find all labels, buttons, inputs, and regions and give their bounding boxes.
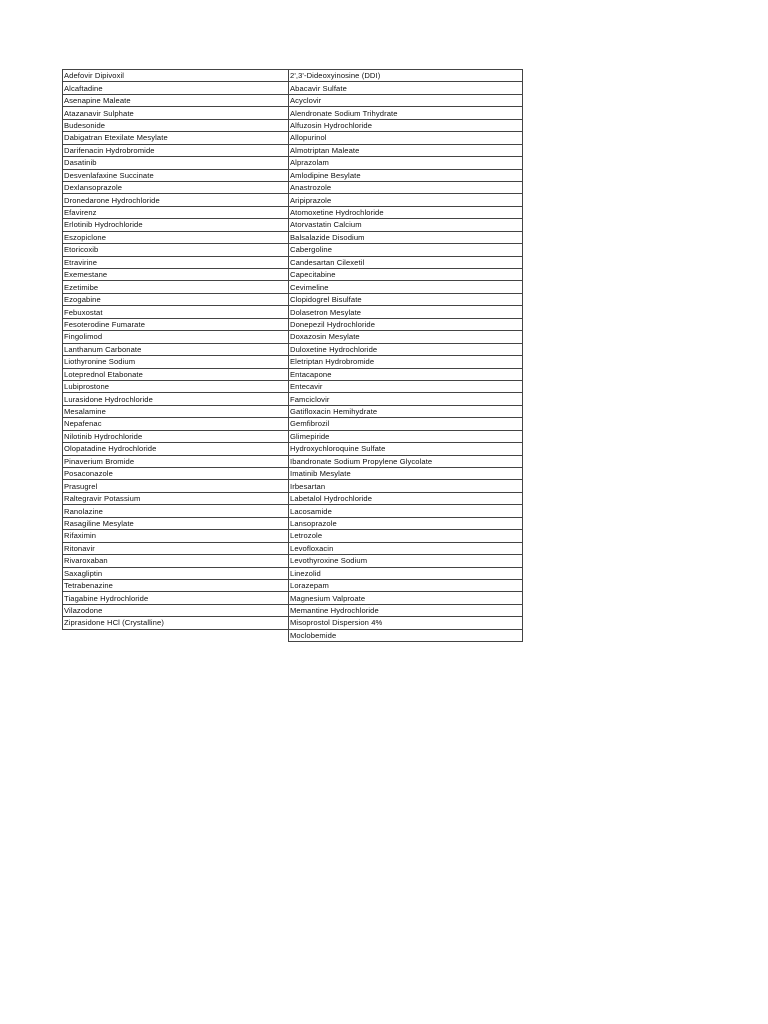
drug-list-table-body: [63, 70, 523, 642]
table-cell-right: Balsalazide Disodium: [289, 231, 523, 243]
table-cell-left: Efavirenz: [63, 206, 289, 218]
table-row: [63, 293, 523, 305]
table-cell-right: Gemfibrozil: [289, 418, 523, 430]
table-cell-left: Rifaximin: [63, 530, 289, 542]
table-cell-right: Almotriptan Maleate: [289, 144, 523, 156]
table-row: [63, 480, 523, 492]
table-cell-right: Acyclovir: [289, 94, 523, 106]
table-cell-right: Cevimeline: [289, 281, 523, 293]
table-row: [63, 468, 523, 480]
table-row: [63, 505, 523, 517]
table-cell-left: Etravirine: [63, 256, 289, 268]
table-cell-right: Allopurinol: [289, 132, 523, 144]
table-row: [63, 194, 523, 206]
table-row: [63, 542, 523, 554]
table-cell-right: Abacavir Sulfate: [289, 82, 523, 94]
table-cell-right: Cabergoline: [289, 244, 523, 256]
table-row: [63, 604, 523, 616]
table-cell-right: Imatinib Mesylate: [289, 468, 523, 480]
table-row: [63, 318, 523, 330]
table-cell-right: Entecavir: [289, 380, 523, 392]
table-row: [63, 579, 523, 591]
table-cell-right: Alfuzosin Hydrochloride: [289, 119, 523, 131]
table-row: [63, 107, 523, 119]
table-cell-left: Dabigatran Etexilate Mesylate: [63, 132, 289, 144]
table-cell-right: Glimepiride: [289, 430, 523, 442]
table-cell-left: Mesalamine: [63, 405, 289, 417]
table-row: [63, 592, 523, 604]
table-row: [63, 94, 523, 106]
table-row: [63, 629, 523, 641]
table-cell-right: Famciclovir: [289, 393, 523, 405]
table-row: [63, 181, 523, 193]
table-row: [63, 567, 523, 579]
table-cell-left: Lurasidone Hydrochloride: [63, 393, 289, 405]
table-cell-left: Ritonavir: [63, 542, 289, 554]
table-row: [63, 144, 523, 156]
table-cell-right: Doxazosin Mesylate: [289, 331, 523, 343]
table-cell-left: Adefovir Dipivoxil: [63, 70, 289, 82]
table-cell-left: Olopatadine Hydrochloride: [63, 443, 289, 455]
table-row: [63, 430, 523, 442]
table-cell-left: Ranolazine: [63, 505, 289, 517]
drug-list-sheet: [62, 69, 522, 642]
table-cell-left: Asenapine Maleate: [63, 94, 289, 106]
table-cell-right: Eletriptan Hydrobromide: [289, 356, 523, 368]
table-cell-left: Fesoterodine Fumarate: [63, 318, 289, 330]
table-cell-left: Dronedarone Hydrochloride: [63, 194, 289, 206]
table-cell-left: Rivaroxaban: [63, 555, 289, 567]
table-row: [63, 405, 523, 417]
table-cell-left: Darifenacin Hydrobromide: [63, 144, 289, 156]
table-cell-right: 2',3'-Dideoxyinosine (DDI): [289, 70, 523, 82]
table-row: [63, 206, 523, 218]
table-row: [63, 231, 523, 243]
table-row: [63, 617, 523, 629]
table-cell-left: Dasatinib: [63, 157, 289, 169]
table-cell-right: Ibandronate Sodium Propylene Glycolate: [289, 455, 523, 467]
table-cell-left: Etoricoxib: [63, 244, 289, 256]
table-row: [63, 331, 523, 343]
table-cell-right: Alendronate Sodium Trihydrate: [289, 107, 523, 119]
table-cell-right: Lacosamide: [289, 505, 523, 517]
table-cell-left: Desvenlafaxine Succinate: [63, 169, 289, 181]
table-row: [63, 368, 523, 380]
table-row: [63, 356, 523, 368]
table-cell-left: Loteprednol Etabonate: [63, 368, 289, 380]
table-cell-right: Anastrozole: [289, 181, 523, 193]
table-row: [63, 169, 523, 181]
table-cell-right: Moclobemide: [289, 629, 523, 641]
table-cell-left: Tiagabine Hydrochloride: [63, 592, 289, 604]
table-cell-right: Dolasetron Mesylate: [289, 306, 523, 318]
table-row: [63, 306, 523, 318]
table-cell-left: Raltegravir Potassium: [63, 492, 289, 504]
table-row: [63, 132, 523, 144]
table-row: [63, 70, 523, 82]
table-cell-left: Posaconazole: [63, 468, 289, 480]
table-cell-left: [63, 629, 289, 641]
table-cell-left: Nilotinib Hydrochloride: [63, 430, 289, 442]
table-cell-right: Misoprostol Dispersion 4%: [289, 617, 523, 629]
table-row: [63, 269, 523, 281]
table-cell-left: Exemestane: [63, 269, 289, 281]
table-cell-right: Aripiprazole: [289, 194, 523, 206]
table-row: [63, 343, 523, 355]
table-cell-left: Liothyronine Sodium: [63, 356, 289, 368]
table-cell-left: Ziprasidone HCl (Crystalline): [63, 617, 289, 629]
table-cell-right: Gatifloxacin Hemihydrate: [289, 405, 523, 417]
table-row: [63, 219, 523, 231]
table-cell-left: Febuxostat: [63, 306, 289, 318]
table-cell-right: Duloxetine Hydrochloride: [289, 343, 523, 355]
table-cell-left: Alcaftadine: [63, 82, 289, 94]
table-cell-right: Hydroxychloroquine Sulfate: [289, 443, 523, 455]
table-cell-left: Rasagiline Mesylate: [63, 517, 289, 529]
table-cell-left: Fingolimod: [63, 331, 289, 343]
table-row: [63, 256, 523, 268]
table-cell-right: Atorvastatin Calcium: [289, 219, 523, 231]
table-row: [63, 82, 523, 94]
table-cell-right: Linezolid: [289, 567, 523, 579]
table-row: [63, 530, 523, 542]
table-cell-left: Atazanavir Sulphate: [63, 107, 289, 119]
drug-list-table: [62, 69, 523, 642]
table-row: [63, 517, 523, 529]
table-cell-right: Alprazolam: [289, 157, 523, 169]
table-row: [63, 443, 523, 455]
table-row: [63, 244, 523, 256]
table-cell-left: Ezetimibe: [63, 281, 289, 293]
table-cell-left: Vilazodone: [63, 604, 289, 616]
table-cell-right: Letrozole: [289, 530, 523, 542]
table-cell-left: Lanthanum Carbonate: [63, 343, 289, 355]
table-cell-right: Lansoprazole: [289, 517, 523, 529]
table-row: [63, 393, 523, 405]
table-cell-right: Irbesartan: [289, 480, 523, 492]
table-cell-right: Magnesium Valproate: [289, 592, 523, 604]
table-row: [63, 157, 523, 169]
table-cell-left: Erlotinib Hydrochloride: [63, 219, 289, 231]
table-row: [63, 555, 523, 567]
table-cell-right: Labetalol Hydrochloride: [289, 492, 523, 504]
table-cell-left: Pinaverium Bromide: [63, 455, 289, 467]
table-cell-right: Levofloxacin: [289, 542, 523, 554]
table-cell-left: Budesonide: [63, 119, 289, 131]
table-cell-left: Saxagliptin: [63, 567, 289, 579]
table-cell-right: Amlodipine Besylate: [289, 169, 523, 181]
table-cell-left: Dexlansoprazole: [63, 181, 289, 193]
table-cell-right: Candesartan Cilexetil: [289, 256, 523, 268]
table-cell-right: Lorazepam: [289, 579, 523, 591]
table-row: [63, 281, 523, 293]
table-cell-left: Nepafenac: [63, 418, 289, 430]
table-cell-right: Entacapone: [289, 368, 523, 380]
table-cell-left: Eszopiclone: [63, 231, 289, 243]
table-cell-right: Memantine Hydrochloride: [289, 604, 523, 616]
table-row: [63, 380, 523, 392]
table-cell-left: Tetrabenazine: [63, 579, 289, 591]
table-cell-left: Prasugrel: [63, 480, 289, 492]
table-cell-right: Donepezil Hydrochloride: [289, 318, 523, 330]
table-row: [63, 418, 523, 430]
table-row: [63, 119, 523, 131]
table-cell-right: Levothyroxine Sodium: [289, 555, 523, 567]
table-cell-left: Lubiprostone: [63, 380, 289, 392]
table-cell-right: Atomoxetine Hydrochloride: [289, 206, 523, 218]
table-cell-left: Ezogabine: [63, 293, 289, 305]
table-row: [63, 455, 523, 467]
table-cell-right: Capecitabine: [289, 269, 523, 281]
table-cell-right: Clopidogrel Bisulfate: [289, 293, 523, 305]
table-row: [63, 492, 523, 504]
